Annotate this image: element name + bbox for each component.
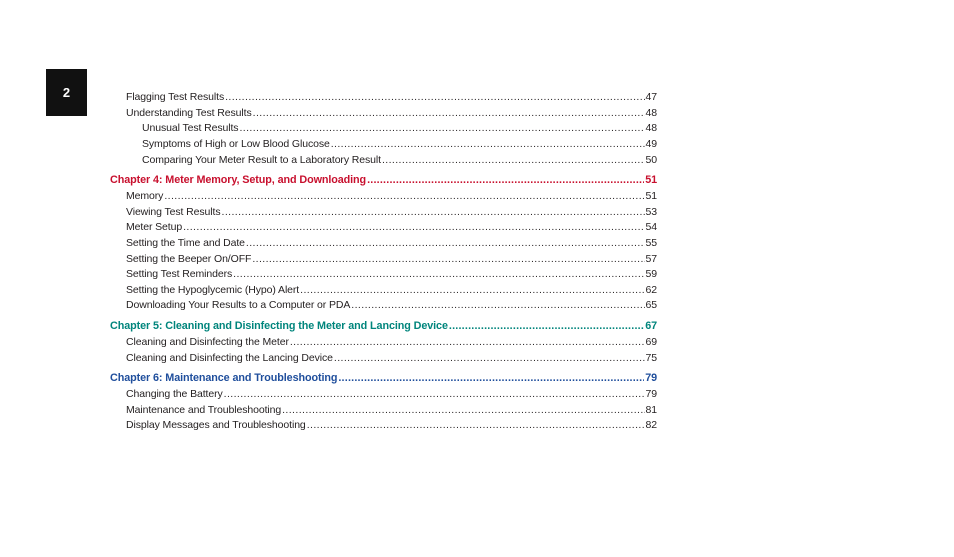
chapter-6-heading[interactable]	[110, 371, 657, 385]
page-number: 2	[62, 85, 71, 100]
toc-entry-title: Meter Setup	[126, 221, 183, 233]
toc-entry-page: 75	[645, 352, 657, 364]
toc-entry-title: Setting the Time and Date	[126, 237, 245, 249]
chapter-page: 67	[645, 320, 657, 332]
toc-entry-page: 47	[645, 91, 657, 103]
chapter-title: Chapter 5: Cleaning and Disinfecting the Meter and Lancing Device	[110, 320, 448, 332]
dot-leader	[225, 90, 644, 104]
toc-entry[interactable]	[126, 351, 657, 365]
dot-leader	[224, 387, 645, 401]
dot-leader	[252, 252, 644, 266]
dot-leader	[307, 418, 645, 432]
toc-entry-page: 48	[645, 107, 657, 119]
toc-entry[interactable]	[126, 403, 657, 417]
toc-entry-page: 55	[645, 237, 657, 249]
toc-entry[interactable]	[126, 220, 657, 234]
toc-entry-title: Unusual Test Results	[142, 122, 239, 134]
toc-subentry[interactable]	[142, 153, 657, 167]
toc-entry-page: 50	[645, 154, 657, 166]
toc-entry-title: Flagging Test Results	[126, 91, 225, 103]
toc-entry[interactable]	[126, 387, 657, 401]
toc-entry-page: 54	[645, 221, 657, 233]
toc-subentry[interactable]	[142, 121, 657, 135]
dot-leader	[382, 153, 645, 167]
toc-entry-title: Cleaning and Disinfecting the Meter	[126, 336, 289, 348]
toc-entry[interactable]	[126, 189, 657, 203]
chapter-page: 79	[645, 372, 657, 384]
toc-entry[interactable]	[126, 283, 657, 297]
toc-entry-title: Downloading Your Results to a Computer or PDA	[126, 299, 351, 311]
toc-entry-page: 49	[645, 138, 657, 150]
toc-entry-page: 79	[645, 388, 657, 400]
toc-entry-title: Understanding Test Results	[126, 107, 252, 119]
toc-entry[interactable]	[126, 418, 657, 432]
dot-leader	[338, 371, 644, 385]
toc-entry-title: Changing the Battery	[126, 388, 223, 400]
chapter-title: Chapter 4: Meter Memory, Setup, and Downloading	[110, 174, 367, 186]
dot-leader	[351, 298, 644, 312]
toc-entry-title: Comparing Your Meter Result to a Laboratory Result	[142, 154, 381, 166]
toc-entry-page: 69	[645, 336, 657, 348]
dot-leader	[290, 335, 645, 349]
toc-entry-title: Setting the Hypoglycemic (Hypo) Alert	[126, 284, 300, 296]
toc-entry-page: 65	[645, 299, 657, 311]
dot-leader	[449, 319, 644, 333]
toc-entry[interactable]	[126, 252, 657, 266]
toc-entry[interactable]	[126, 335, 657, 349]
dot-leader	[282, 403, 644, 417]
toc-entry-page: 53	[645, 206, 657, 218]
toc-entry-title: Display Messages and Troubleshooting	[126, 419, 306, 431]
toc-entry-page: 81	[645, 404, 657, 416]
dot-leader	[246, 236, 645, 250]
chapter-5-heading[interactable]	[110, 319, 657, 333]
toc-entry-title: Setting Test Reminders	[126, 268, 233, 280]
toc-entry-page: 48	[645, 122, 657, 134]
toc-entry[interactable]	[126, 298, 657, 312]
toc-entry[interactable]	[126, 90, 657, 104]
dot-leader	[222, 205, 645, 219]
toc-entry-title: Maintenance and Troubleshooting	[126, 404, 282, 416]
toc-entry-page: 59	[645, 268, 657, 280]
dot-leader	[164, 189, 644, 203]
dot-leader	[239, 121, 644, 135]
toc-entry-page: 82	[645, 419, 657, 431]
toc-entry-title: Viewing Test Results	[126, 206, 221, 218]
dot-leader	[183, 220, 644, 234]
toc-entry-title: Setting the Beeper On/OFF	[126, 253, 252, 265]
toc-entry[interactable]	[126, 106, 657, 120]
toc-entry[interactable]	[126, 205, 657, 219]
toc-entry[interactable]	[126, 236, 657, 250]
dot-leader	[233, 267, 644, 281]
chapter-page: 51	[645, 174, 657, 186]
toc-entry-page: 62	[645, 284, 657, 296]
toc-entry-title: Memory	[126, 190, 164, 202]
toc-entry-page: 51	[645, 190, 657, 202]
toc-entry-title: Symptoms of High or Low Blood Glucose	[142, 138, 330, 150]
chapter-title: Chapter 6: Maintenance and Troubleshooting	[110, 372, 338, 384]
toc-entry-title: Cleaning and Disinfecting the Lancing Device	[126, 352, 333, 364]
toc-subentry[interactable]	[142, 137, 657, 151]
dot-leader	[367, 173, 644, 187]
dot-leader	[334, 351, 645, 365]
dot-leader	[300, 283, 644, 297]
toc-entry-page: 57	[645, 253, 657, 265]
chapter-4-heading[interactable]	[110, 173, 657, 187]
dot-leader	[331, 137, 645, 151]
dot-leader	[253, 106, 645, 120]
toc-entry[interactable]	[126, 267, 657, 281]
